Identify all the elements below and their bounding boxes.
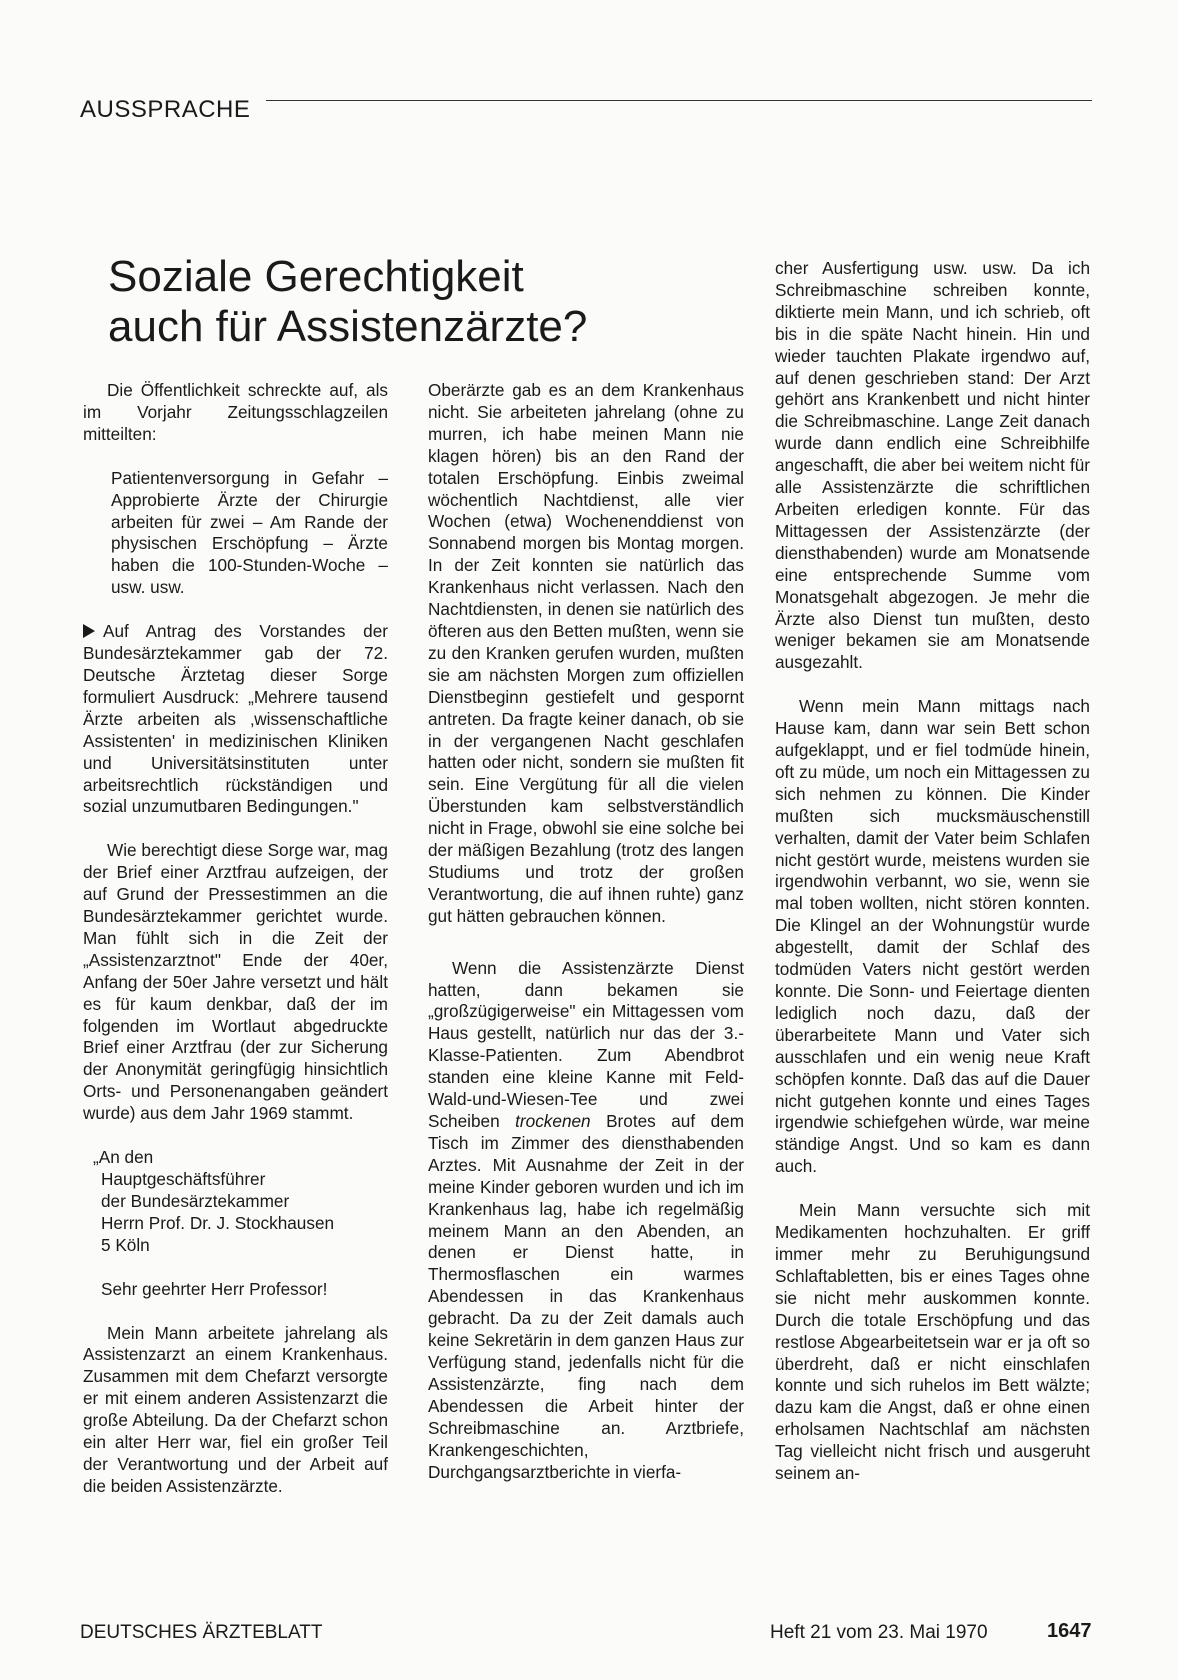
column-2 [428, 380, 744, 1483]
salutation: Sehr geehrter Herr Professor! [101, 1278, 328, 1299]
paragraph-text: Auf Antrag des Vorstandes der Bundesärztekammer gab der 72. Deutsche Ärztetag dieser Sorge formuliert Ausdruck: „Mehrere tausend Ärzte arbeiten als ‚wissenschaftliche Assistenten' in medizinischen Kliniken und Universitätsinstituten unter arbeitsrechtlich rückständigen und sozial unzumutbaren Bedingungen." [83, 621, 388, 817]
emphasis: trockenen [515, 1111, 591, 1131]
paragraph-arrow [83, 621, 388, 818]
paragraph-text: Brotes auf dem Tisch im Zimmer des diensthabenden Arztes. Mit Ausnahme der Zeit in der meine Kinder geboren wurden und ich im Krankenhaus lag, habe ich regelmäßig meinem Mann an den Abenden, an denen er Dienst hatte, in Thermosflaschen ein warmes Abendessen in das Krankenhaus gebracht. Da zu der Zeit damals auch keine Sekretärin in dem ganzen Haus zur Verfügung stand, jedenfalls nicht für die Assistenzärzte, fing nach dem Abendessen die Arbeit hinter der Schreibmaschine an. Arztbriefe, Krankengeschichten, Durchgangsarztberichte in vierfa- [428, 1111, 745, 1482]
paragraph: Mein Mann versuchte sich mit Medikamenten hochzuhalten. Er griff immer mehr zu Beruhigungsund Schlaftabletten, bis er eines Tages ohne sie nicht mehr auskommen konnte. Durch die totale Erschöpfung und das restlose Abgearbeitetsein war er ja oft so überdreht, daß er nicht einschlafen konnte und sich ruhelos im Bett wälzte; dazu kam die Angst, daß er ohne einen erholsamen Nachtschlaf am nächsten Tag vielleicht nicht frisch und ausgeruht seinem an- [775, 1200, 1090, 1484]
section-label: AUSSPRACHE [80, 96, 251, 123]
paragraph [428, 958, 744, 1484]
column-3 [775, 258, 1090, 1485]
paragraph: Die Öffentlichkeit schreckte auf, als im Vorjahr Zeitungsschlagzeilen mitteilten: [83, 380, 388, 444]
address-line: Herrn Prof. Dr. J. Stockhausen [101, 1212, 335, 1233]
title-line-1: Soziale Gerechtigkeit [108, 252, 524, 301]
title-line-2: auch für Assistenzärzte? [108, 302, 588, 351]
journal-name: DEUTSCHES ÄRZTEBLATT [80, 1622, 323, 1643]
address-line: 5 Köln [101, 1234, 150, 1255]
page-number: 1647 [1047, 1620, 1092, 1642]
triangle-bullet-icon [83, 624, 95, 638]
article-title [108, 252, 587, 352]
column-1 [83, 380, 388, 1498]
paragraph-text: Wenn die Assistenzärzte Dienst hatten, dann bekamen sie „großzügigerweise" ein Mittagessen vom Haus gestellt, natürlich nur das der 3.-Klasse-Patienten. Zum Abendbrot standen eine kleine Kanne mit Feld-Wald-und-Wiesen-Tee und zwei Scheiben [428, 957, 744, 1131]
paragraph: Oberärzte gab es an dem Krankenhaus nicht. Sie arbeiteten jahrelang (ohne zu murren, ich habe meinen Mann nie klagen hören) bis an den Rand der totalen Erschöpfung. Einbis zweimal wöchentlich Nachtdienst, alle vier Wochen (etwa) Wochenenddienst von Sonnabend morgen bis Montag morgen. In der Zeit konnten sie natürlich das Krankenhaus nicht verlassen. Nach den Nachtdiensten, in denen sie natürlich des öfteren aus den Betten mußten, wenn sie zu den Kranken gerufen wurden, mußten sie am nächsten Morgen zum offiziellen Dienstbeginn gestiefelt und gespornt antreten. Da fragte keiner danach, ob sie in der vergangenen Nacht geschlafen hatten oder nicht, sondern sie mußten fit sein. Eine Vergütung für all die vielen Überstunden kam selbstverständlich nicht in Frage, obwohl sie eine solche bei der mäßigen Bezahlung (trotz des langen Studiums und trotz der großen Verantwortung, die auf ihnen ruhte) ganz gut hätten gebrauchen können. [428, 380, 744, 926]
header-rule [266, 100, 1092, 101]
paragraph: Mein Mann arbeitete jahrelang als Assistenzarzt an einem Krankenhaus. Zusammen mit dem Chefarzt versorgte er mit einem anderen Assistenzarzt die große Abteilung. Da der Chefarzt schon ein alter Herr war, fiel ein großer Teil der Verantwortung und der Arbeit auf die beiden Assistenzärzte. [83, 1322, 388, 1496]
address-line: Hauptgeschäftsführer [101, 1169, 266, 1189]
paragraph: cher Ausfertigung usw. usw. Da ich Schreibmaschine schreiben konnte, diktierte mein Mann, und ich schrieb, oft bis in die späte Nacht hinein. Hin und wieder tauchten Plakate irgendwo auf, auf denen geschrieben stand: Der Arzt gehört ans Krankenbett und nicht hinter die Schreibmaschine. Lange Zeit danach wurde dann endlich eine Schreibhilfe angeschafft, die aber bei weitem nicht für alle Assistenzärzte die schriftlichen Arbeiten erledigen konnte. Für das Mittagessen der Assistenzärzte (der diensthabenden) wurde am Monatsende eine entsprechende Summe vom Monatsgehalt abgezogen. Je mehr die Ärzte also Dienst tun mußten, desto weniger bekamen sie am Monatsende ausgezahlt. [775, 258, 1090, 673]
letter-address [83, 1147, 388, 1257]
paragraph: Wie berechtigt diese Sorge war, mag der Brief einer Arztfrau aufzeigen, der auf Grund der Pressestimmen an die Bundesärztekammer gerichtet wurde. Man fühlt sich in die Zeit der „Assistenzarztnot" Ende der 40er, Anfang der 50er Jahre versetzt und hält es für kaum denkbar, daß der im folgenden im Wortlaut abgedruckte Brief einer Arztfrau (der zur Sicherung der Anonymität geringfügig hinsichtlich Orts- und Personenangaben geändert wurde) aus dem Jahr 1969 stammt. [83, 840, 388, 1124]
headline-quote: Patientenversorgung in Gefahr – Approbierte Ärzte der Chirurgie arbeiten für zwei – Am Rande der physischen Erschöpfung – Ärzte haben die 100-Stunden-Woche – usw. usw. [111, 467, 388, 598]
paragraph: Wenn mein Mann mittags nach Hause kam, dann war sein Bett schon aufgeklappt, und er fiel todmüde hinein, oft zu müde, um noch ein Mittagessen zu sich nehmen zu können. Die Kinder mußten sich mucksmäuschenstill verhalten, damit der Vater beim Schlafen nicht gestört wurde, meistens wurden sie irgendwohin verbannt, wo sie, wenn sie mal toben wollten, nicht stören konnten. Die Klingel an der Wohnungstür wurde abgestellt, damit der Schlaf des todmüden Vaters nicht gestört werden konnte. Die Sonn- und Feiertage dienten lediglich noch dazu, daß der überarbeitete Mann und Vater sich ausschlafen und ein wenig neue Kraft schöpfen konnte. Daß das auf die Dauer nicht gutgehen konnte und eines Tages irgendwie schiefgehen würde, war meine ständige Angst. Und so kam es dann auch. [775, 696, 1090, 1177]
address-line: „An den [93, 1147, 154, 1168]
address-line: der Bundesärztekammer [101, 1190, 290, 1211]
issue-info: Heft 21 vom 23. Mai 1970 [770, 1622, 988, 1643]
